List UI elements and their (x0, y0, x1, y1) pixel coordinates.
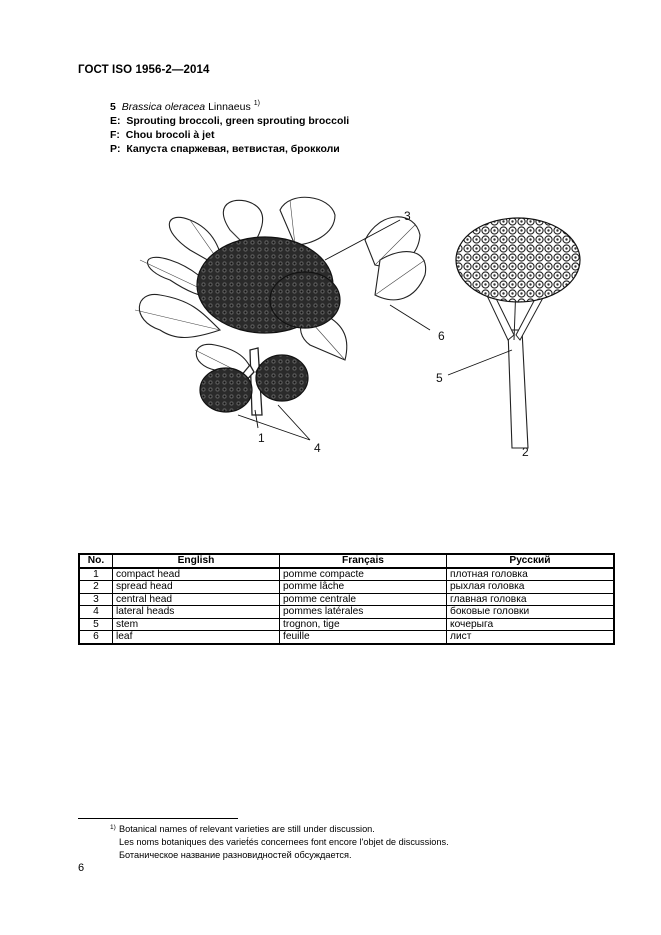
callout-5: 5 (436, 371, 443, 385)
column-header-no: No. (79, 554, 113, 568)
callout-2: 2 (522, 445, 529, 459)
table-row (79, 568, 614, 581)
cell-french: pomme lâche (280, 581, 447, 594)
footnote-marker: 1) (110, 824, 116, 831)
cell-no: 3 (79, 593, 113, 606)
entry-french-line (110, 128, 349, 142)
cell-english: central head (113, 593, 280, 606)
entry-latin-line (110, 100, 349, 114)
cell-french: pomme compacte (280, 568, 447, 581)
heads (197, 237, 340, 412)
column-header-english: English (113, 554, 280, 568)
cell-russian: лист (447, 631, 615, 644)
entry-french-name: Chou brocoli à jet (125, 129, 215, 141)
cell-french: pommes latérales (280, 606, 447, 619)
cell-no: 5 (79, 618, 113, 631)
cell-english: lateral heads (113, 606, 280, 619)
entry-titles (110, 100, 349, 156)
footnote-reference: 1) (253, 100, 260, 107)
cell-french: feuille (280, 631, 447, 644)
callout-4: 4 (314, 441, 321, 455)
cell-no: 4 (79, 606, 113, 619)
footnote-line-russian: Ботаническое название разновидностей обсуждается. (119, 850, 352, 860)
cell-french: pomme centrale (280, 593, 447, 606)
cell-english: compact head (113, 568, 280, 581)
cell-no: 1 (79, 568, 113, 581)
cell-no: 2 (79, 581, 113, 594)
table-row (79, 581, 614, 594)
lang-code: P: (110, 143, 121, 155)
sprout-plant (456, 218, 580, 448)
terms-table (78, 553, 615, 645)
cell-english: spread head (113, 581, 280, 594)
column-header-russian: Русский (447, 554, 615, 568)
entry-russian-name: Капуста спаржевая, ветвистая, брокколи (126, 143, 340, 155)
cell-russian: главная головка (447, 593, 615, 606)
entry-latin-name: Brassica oleracea (121, 101, 206, 113)
column-header-french: Français (280, 554, 447, 568)
cell-no: 6 (79, 631, 113, 644)
footnote (110, 823, 449, 862)
footnote-line-french: Les noms botaniques des variet́és concernees font encore l'objet de discussions. (119, 837, 449, 847)
page-number: 6 (78, 862, 85, 874)
entry-author: Linnaeus (208, 101, 251, 113)
cell-english: leaf (113, 631, 280, 644)
footnote-divider (78, 818, 238, 819)
cell-russian: рыхлая головка (447, 581, 615, 594)
table-header-row (79, 554, 614, 568)
cell-russian: плотная головка (447, 568, 615, 581)
lang-code: F: (110, 129, 120, 141)
callout-3: 3 (404, 209, 411, 223)
broccoli-illustration (130, 190, 590, 460)
table-row (79, 593, 614, 606)
cell-french: trognon, tige (280, 618, 447, 631)
entry-english-line (110, 114, 349, 128)
callout-1: 1 (258, 431, 265, 445)
entry-russian-line (110, 142, 349, 156)
footnote-line-english: Botanical names of relevant varieties are still under discussion. (119, 824, 375, 834)
table-row (79, 631, 614, 644)
entry-number: 5 (110, 101, 116, 113)
lang-code: E: (110, 115, 121, 127)
cell-russian: боковые головки (447, 606, 615, 619)
document-header: ГОСТ ISO 1956-2—2014 (78, 64, 210, 76)
table-row (79, 618, 614, 631)
table-row (79, 606, 614, 619)
callout-6: 6 (438, 329, 445, 343)
cell-russian: кочерыга (447, 618, 615, 631)
cell-english: stem (113, 618, 280, 631)
entry-english-name: Sprouting broccoli, green sprouting broccoli (126, 115, 350, 127)
